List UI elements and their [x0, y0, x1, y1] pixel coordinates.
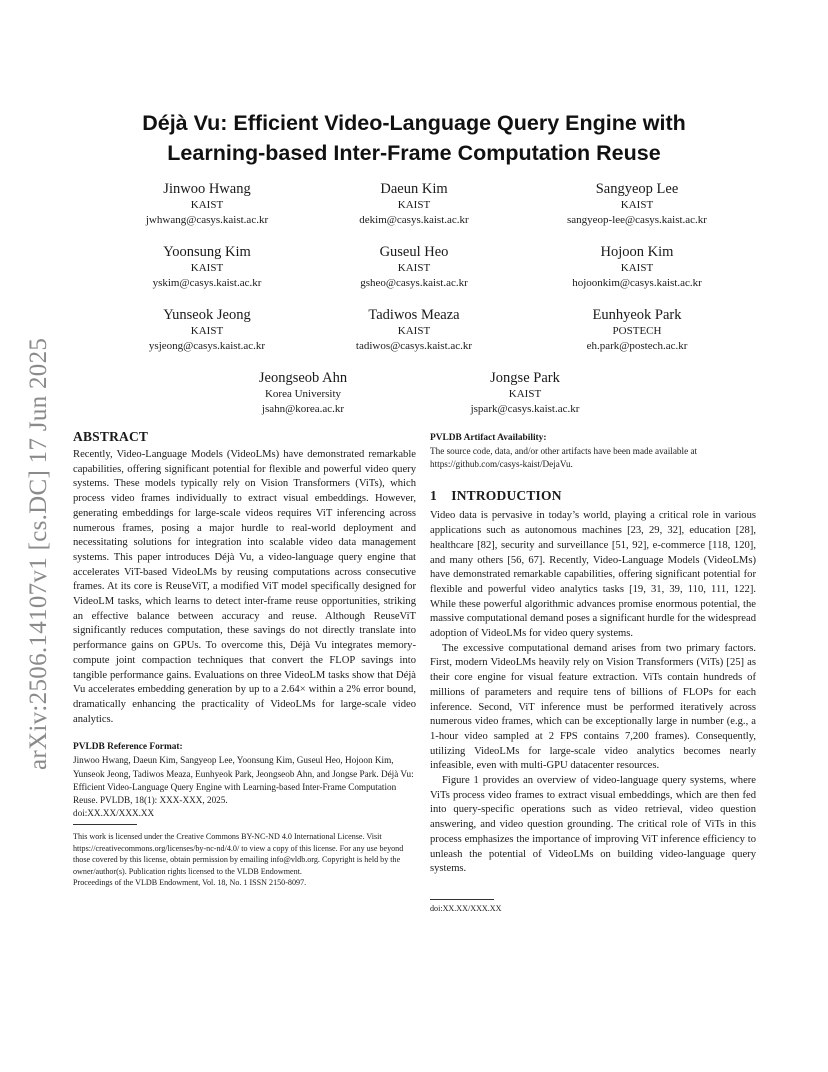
author-name: Jongse Park	[490, 370, 560, 386]
arxiv-identifier-stamp	[27, 300, 51, 770]
author-email[interactable]: dekim@casys.kaist.ac.kr	[359, 214, 469, 226]
author-name: Jinwoo Hwang	[163, 181, 251, 197]
author-email[interactable]: tadiwos@casys.kaist.ac.kr	[355, 340, 473, 352]
proceedings-footnote: Proceedings of the VLDB Endowment, Vol. 18, No. 1 ISSN 2150-8097.	[73, 878, 307, 888]
author-block	[522, 306, 752, 354]
author-affiliation: KAIST	[397, 262, 431, 274]
author-affiliation: KAIST	[190, 325, 224, 337]
abstract-text: Recently, Video-Language Models (VideoLMs) have demonstrated remarkable capabilities, offering significant potential for flexible and powerful video query systems. These models typically rely on Vision Transformers (ViTs), which process video frames individually to extract visual embeddings. However, generating embeddings for large-scale videos requires ViT inferencing across numerous frames, posing a major hurdle to real-world deployment and necessitating solutions for integration into scalable video data management systems. This paper introduces Déjà Vu, a video-language query engine that accelerates ViT-based VideoLMs by reusing computations across consecutive frames. At its core is ReuseViT, a modified ViT model specifically designed for VideoLM tasks, which learns to detect inter-frame reuse opportunities, striking an effective balance between accuracy and reuse. Although ReuseViT significantly reduces computation, these savings do not directly translate into performance gains on GPUs. To overcome this, Déjà Vu integrates memory-compute joint compaction techniques that convert the FLOP savings into tangible performance gains. Evaluations on three VideoLM tasks show that Déjà Vu accelerates embedding generation by up to a 2.64× within a 2% error bound, dramatically enhancing the practicality of VideoLMs for large-scale video analytics.	[73, 449, 416, 725]
paper-title	[100, 108, 728, 168]
author-name: Tadiwos Meaza	[368, 307, 460, 323]
author-affiliation: KAIST	[620, 262, 654, 274]
author-email[interactable]: jspark@casys.kaist.ac.kr	[470, 403, 580, 415]
author-block	[299, 306, 529, 354]
author-email[interactable]: ysjeong@casys.kaist.ac.kr	[148, 340, 266, 352]
abstract-heading: ABSTRACT	[73, 429, 149, 444]
author-affiliation: POSTECH	[612, 325, 662, 337]
intro-paragraph-3: Figure 1 provides an overview of video-language query systems, where ViTs process video frames to extract visual embeddings, which are then fed into query-specific operations such as video retrieval, video question answering, and video question grounding. The critical role of ViTs in this process emphasizes the importance of improving ViT inference efficiency to unleash the potential of VideoLMs on building video-language query systems.	[430, 775, 756, 875]
author-email[interactable]: gsheo@casys.kaist.ac.kr	[360, 277, 468, 289]
author-email[interactable]: hojoonkim@casys.kaist.ac.kr	[572, 277, 702, 289]
author-block	[299, 243, 529, 291]
author-affiliation: KAIST	[620, 199, 654, 211]
author-affiliation: KAIST	[508, 388, 542, 400]
author-affiliation: Korea University	[264, 388, 342, 400]
footnote-rule	[430, 899, 494, 900]
author-name: Eunhyeok Park	[592, 307, 682, 323]
author-affiliation: KAIST	[397, 199, 431, 211]
author-name: Yoonsung Kim	[163, 244, 251, 260]
author-email[interactable]: yskim@casys.kaist.ac.kr	[152, 277, 262, 289]
author-block	[299, 180, 529, 228]
author-block	[92, 243, 322, 291]
author-name: Daeun Kim	[380, 181, 448, 197]
author-email[interactable]: jsahn@korea.ac.kr	[261, 403, 345, 415]
left-column	[73, 429, 416, 889]
right-column	[430, 432, 756, 914]
author-email[interactable]: eh.park@postech.ac.kr	[586, 340, 688, 352]
author-affiliation: KAIST	[190, 199, 224, 211]
author-block	[410, 369, 640, 417]
author-name: Yunseok Jeong	[163, 307, 251, 323]
author-name: Guseul Heo	[379, 244, 449, 260]
title-line-2: Learning-based Inter-Frame Computation Reuse	[167, 141, 661, 165]
license-footnote: This work is licensed under the Creative Commons BY-NC-ND 4.0 International License. Visit https://creativecommons.org/licenses/by-nc-nd/4.0/ to view a copy of this license. For any use beyond those covered by this license, obtain permission by emailing info@vldb.org. Copyright is held by the owner/author(s). Publication rights licensed to the VLDB Endowment.	[73, 832, 404, 876]
author-block	[92, 180, 322, 228]
author-name: Sangyeop Lee	[595, 181, 679, 197]
author-affiliation: KAIST	[190, 262, 224, 274]
author-name: Hojoon Kim	[600, 244, 674, 260]
author-name: Jeongseob Ahn	[258, 370, 348, 386]
artifact-text: The source code, data, and/or other artifacts have been made available at https://github.com/casys-kaist/DejaVu.	[430, 446, 698, 470]
pvldb-reference-heading: PVLDB Reference Format:	[73, 742, 183, 753]
author-affiliation: KAIST	[397, 325, 431, 337]
author-email[interactable]: sangyeop-lee@casys.kaist.ac.kr	[567, 214, 707, 226]
intro-paragraph-2: The excessive computational demand arises from two primary factors. First, modern VideoLMs heavily rely on Vision Transformers (ViTs) [25] as their core engine for visual feature extraction. ViTs contain hundreds of millions of parameters and require tens of billions of FLOPs for each inference. Second, ViT inference must be performed iteratively across numerous video frames, which can be exceptionally large in number (e.g., a 1-hour video sampled at 2 FPS contains 7,200 frames). Consequently, utilizing VideoLMs for large-scale video analytics becomes nearly infeasible, even with multi-GPU datacenter resources.	[430, 642, 756, 772]
artifact-heading: PVLDB Artifact Availability:	[430, 433, 547, 443]
intro-paragraph-1: Video data is pervasive in today’s world, playing a critical role in various applications such as autonomous machines [23, 29, 32], education [28], healthcare [82], security and surveillance [51, 92], e-commerce [118, 120], and many others [56, 67]. Recently, Video-Language Models (VideoLMs) have demonstrated remarkable capabilities, offering significant potential for flexible and powerful video analytics tasks [19, 31, 39, 110, 111, 122]. While these powerful algorithmic advances promise enormous potential, the massive computational demand poses a significant hurdle for the widespread adoption of VideoLMs for video query systems.	[430, 510, 756, 640]
introduction-heading: 1 INTRODUCTION	[430, 488, 562, 504]
title-line-1: Déjà Vu: Efficient Video-Language Query Engine with	[142, 111, 686, 135]
pvldb-reference-text: Jinwoo Hwang, Daeun Kim, Sangyeop Lee, Yoonsung Kim, Guseul Heo, Hojoon Kim, Yunseok Jeong, Tadiwos Meaza, Eunhyeok Park, Jeongseob Ahn, and Jongse Park. Déjà Vu: Efficient Video-Language Query Engine with Learning-based Inter-Frame Computation Reuse. PVLDB, 18(1): XXX-XXX, 2025.	[73, 755, 414, 805]
author-email[interactable]: jwhwang@casys.kaist.ac.kr	[145, 214, 269, 226]
intro-footnote-doi: doi:XX.XX/XXX.XX	[430, 903, 502, 913]
author-block	[92, 306, 322, 354]
author-block	[188, 369, 418, 417]
pvldb-reference-doi[interactable]: doi:XX.XX/XXX.XX	[73, 808, 155, 819]
arxiv-identifier-text: arXiv:2506.14107v1 [cs.DC] 17 Jun 2025	[25, 337, 52, 770]
author-block	[522, 180, 752, 228]
author-block	[522, 243, 752, 291]
footnote-rule	[73, 824, 137, 825]
